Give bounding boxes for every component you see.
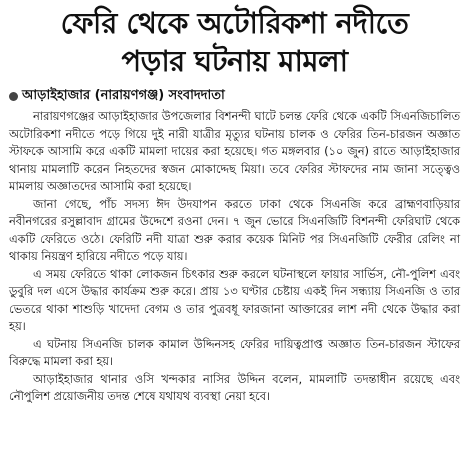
paragraph: আড়াইহাজার থানার ওসি খন্দকার নাসির উদ্দিন বলেন, মামলাটি তদন্তাধীন রয়েছে এবং নৌপুলিশ প্রয়োজনীয় তদন্ত শেষে যথাযথ ব্যবস্থা নেয়া হবে। [9, 371, 460, 403]
headline-line-2: পড়ার ঘটনায় মামলা [121, 44, 348, 78]
bullet-icon [9, 92, 18, 101]
paragraph: নারায়ণগঞ্জের আড়াইহাজার উপজেলার বিশনন্দী ঘাটে চলন্ত ফেরি থেকে একটি সিএনজিচালিত অটোরিকশা নদীতে পড়ে গিয়ে দুই নারী যাত্রীর মৃত্যুর ঘটনায় চালক ও ফেরির তিন-চারজন অজ্ঞাত স্টাফকে আসামি করে একটি মামলা দায়ের করা হয়েছে। গত মঙ্গলবার (১০ জুন) রাতে আড়াইহাজার থানায় মামলাটি করেন নিহতদের স্বজন মোকাদ্দেছ মিয়া। তবে ফেরির স্টাফদের নাম জানা সত্ত্বেও মামলায় অজ্ঞাতদের আসামি করা হয়েছে। [9, 109, 460, 193]
byline [9, 86, 460, 106]
headline-line-1: ফেরি থেকে অটোরিকশা নদীতে [60, 6, 409, 40]
paragraph: এ সময় ফেরিতে থাকা লোকজন চিৎকার শুরু করলে ঘটনাস্থলে ফায়ার সার্ভিস, নৌ-পুলিশ এবং ডুবুরি দল এসে উদ্ধার কার্যক্রম শুরু করে। প্রায় ১৩ ঘণ্টার চেষ্টায় একই দিন সন্ধ্যায় সিএনজি ও তার ভেতরে থাকা শাশুড়ি খাদেদা বেগম ও তার পুত্রবধূ ফারজানা আক্তারের লাশ নদী থেকে উদ্ধার করা হয়। [9, 266, 460, 333]
byline-text: আড়াইহাজার (নারায়ণগঞ্জ) সংবাদদাতা [22, 87, 225, 103]
paragraph: এ ঘটনায় সিএনজি চালক কামাল উদ্দিনসহ ফেরির দায়িত্বপ্রাপ্ত অজ্ঞাত তিন-চারজন স্টাফের বিরুদ্ধে মামলা করা হয়। [9, 336, 460, 368]
headline [9, 4, 460, 80]
paragraph: জানা গেছে, পাঁচ সদস্য ঈদ উদযাপন করতে ঢাকা থেকে সিএনজি করে ব্রাহ্মণবাড়িয়ার নবীনগরের রসুল্লাবাদ গ্রামের উদ্দেশে রওনা দেন। ৭ জুন ভোরে সিএনজিটি বিশনন্দী ফেরিঘাট থেকে একটি ফেরিতে ওঠে। ফেরিটি নদী যাত্রা শুরু করার কয়েক মিনিট পর সিএনজিটি ফেরীর রেলিং না থাকায় নিয়ন্ত্রণ হারিয়ে নদীতে পড়ে যায়। [9, 196, 460, 263]
article-body [9, 108, 460, 406]
